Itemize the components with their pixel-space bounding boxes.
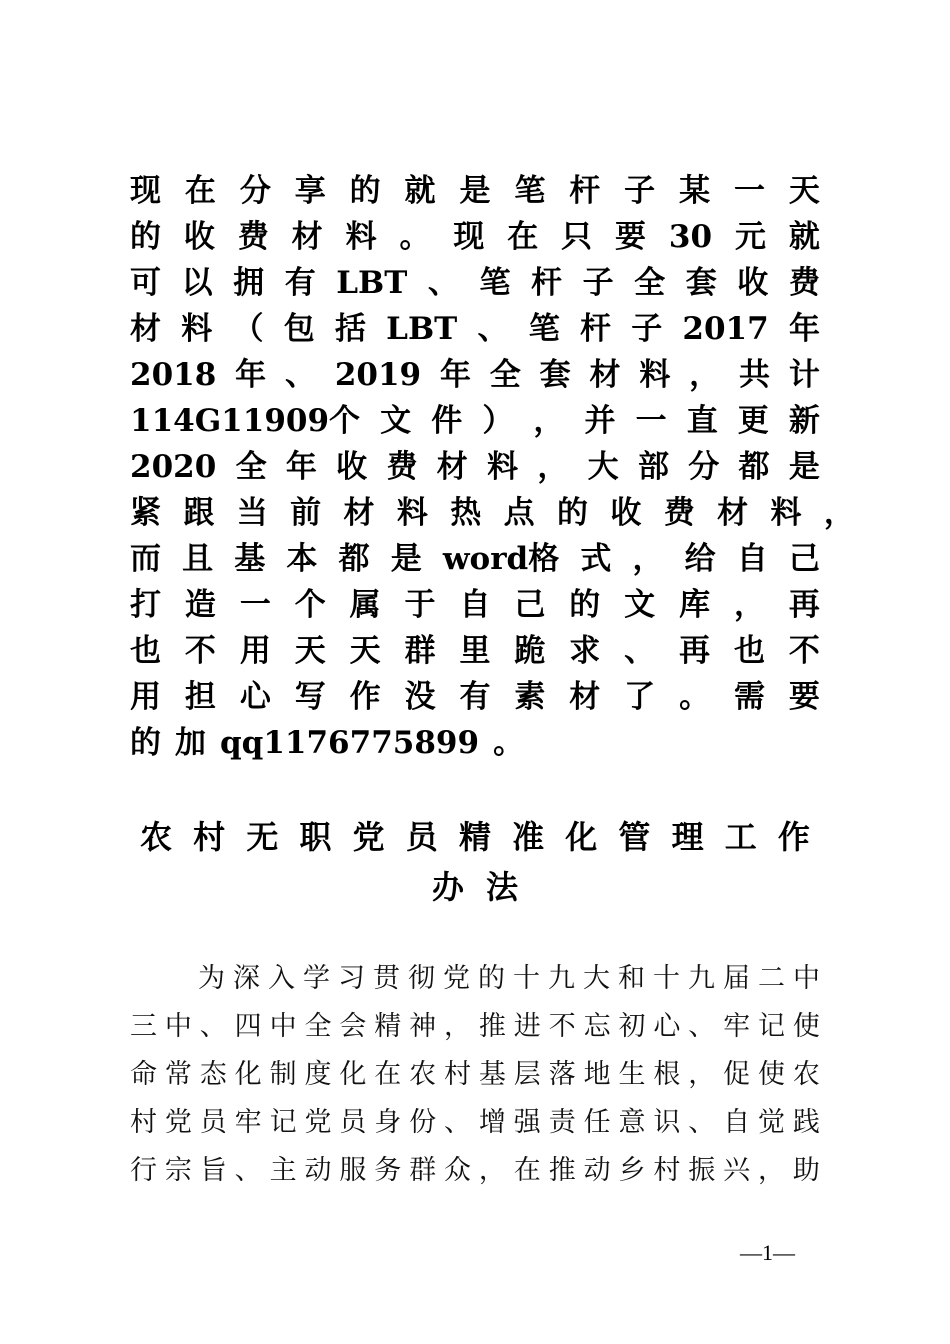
promo-char: 造 xyxy=(184,587,216,623)
body-char: 深 xyxy=(233,963,260,994)
promo-char: 更 xyxy=(737,403,769,439)
body-char: 十 xyxy=(513,963,540,994)
body-char: 主 xyxy=(269,1155,297,1186)
body-char: 践 xyxy=(792,1107,820,1138)
promo-char: ， xyxy=(632,541,664,577)
body-char: 在 xyxy=(513,1155,541,1186)
promo-char: 、 xyxy=(427,265,459,301)
promo-char: 30 xyxy=(668,219,713,255)
body-char: 助 xyxy=(792,1155,820,1186)
body-char: 九 xyxy=(548,963,575,994)
body-char: 振 xyxy=(688,1155,716,1186)
promo-char: 材 xyxy=(130,311,161,347)
body-char: 促 xyxy=(723,1059,751,1090)
promo-char: 天 xyxy=(349,633,381,669)
body-char: ， xyxy=(758,1155,786,1186)
body-char: 意 xyxy=(618,1107,646,1138)
body-char: 基 xyxy=(478,1059,506,1090)
promo-char: 可 xyxy=(130,265,161,301)
body-char: 识 xyxy=(653,1107,681,1138)
body-char: 常 xyxy=(164,1059,192,1090)
body-char: 众 xyxy=(444,1155,472,1186)
promo-char: 写 xyxy=(294,679,326,715)
promo-char: 的 xyxy=(349,173,381,209)
promo-line xyxy=(130,536,820,582)
promo-char: 里 xyxy=(459,633,491,669)
promo-char: 某 xyxy=(679,173,711,209)
body-char: ， xyxy=(444,1011,472,1042)
promo-line xyxy=(130,398,820,444)
promo-char: ， xyxy=(533,403,565,439)
promo-char: 心 xyxy=(239,679,271,715)
promo-char: 加 xyxy=(175,725,206,761)
promo-char: 全 xyxy=(489,357,521,393)
body-char: 、 xyxy=(234,1155,262,1186)
promo-char: 收 xyxy=(737,265,769,301)
promo-char: 一 xyxy=(239,587,271,623)
body-char: 推 xyxy=(548,1155,576,1186)
body-char: 三 xyxy=(130,1011,157,1042)
promo-char: 2019 xyxy=(334,357,422,393)
body-char: 增 xyxy=(478,1107,506,1138)
promo-char: ， xyxy=(537,449,569,485)
promo-char: 费 xyxy=(386,449,418,485)
body-char: 贯 xyxy=(373,963,400,994)
promo-char: 有 xyxy=(459,679,491,715)
promo-char: 用 xyxy=(130,679,161,715)
promo-char: 以 xyxy=(181,265,213,301)
body-char: 中 xyxy=(793,963,820,994)
promo-char: 是 xyxy=(788,449,820,485)
promo-char: 杆 xyxy=(531,265,563,301)
body-char: 化 xyxy=(339,1059,367,1090)
title-char: 管 xyxy=(618,818,651,856)
body-char: 入 xyxy=(268,963,295,994)
promo-char: 本 xyxy=(286,541,318,577)
promo-line xyxy=(130,306,820,352)
body-char: 党 xyxy=(443,963,470,994)
promo-char: 收 xyxy=(183,219,215,255)
promo-line xyxy=(130,260,820,306)
promo-char: word格 xyxy=(442,541,560,577)
body-char: 层 xyxy=(513,1059,541,1090)
promo-char: 文 xyxy=(624,587,656,623)
promo-char: 费 xyxy=(663,495,695,531)
promo-char: 。 xyxy=(679,679,711,715)
body-char: 在 xyxy=(374,1059,402,1090)
promo-char: 笔 xyxy=(514,173,546,209)
promo-char: 计 xyxy=(788,357,820,393)
promo-char: 共 xyxy=(739,357,770,393)
body-char: 不 xyxy=(548,1011,576,1042)
promo-char: 式 xyxy=(580,541,612,577)
promo-char: 2020 xyxy=(130,449,217,485)
body-char: 学 xyxy=(303,963,330,994)
promo-char: LBT xyxy=(386,311,458,347)
promo-char: 自 xyxy=(736,541,768,577)
promo-char: 就 xyxy=(404,173,436,209)
promo-char: 、 xyxy=(477,311,509,347)
body-line xyxy=(130,1051,820,1099)
promo-contact: qq1176775899 xyxy=(220,725,480,761)
body-char: 自 xyxy=(723,1107,751,1138)
title-char: 法 xyxy=(486,868,519,906)
promo-char: 的 xyxy=(130,725,161,761)
body-char: 命 xyxy=(130,1059,157,1090)
body-char: 村 xyxy=(130,1107,157,1138)
promo-char: 属 xyxy=(349,587,381,623)
promo-char: 并 xyxy=(584,403,616,439)
promo-char: 需 xyxy=(733,679,765,715)
body-char: 群 xyxy=(409,1155,437,1186)
promo-char: 库 xyxy=(679,587,711,623)
body-char: 农 xyxy=(409,1059,437,1090)
promo-char: 新 xyxy=(788,403,820,439)
body-char: 行 xyxy=(130,1155,157,1186)
promo-char: 料 xyxy=(487,449,519,485)
promo-char: 。 xyxy=(399,219,431,255)
promo-char: 全 xyxy=(634,265,666,301)
body-char: 会 xyxy=(339,1011,367,1042)
promo-char: 料 xyxy=(396,495,428,531)
body-char: 、 xyxy=(199,1011,227,1042)
body-char: 员 xyxy=(199,1107,227,1138)
promo-char: 在 xyxy=(184,173,216,209)
body-line xyxy=(130,1003,820,1051)
body-char: 全 xyxy=(304,1011,332,1042)
promo-char: 求 xyxy=(569,633,601,669)
promo-char: 套 xyxy=(685,265,717,301)
title-char: 党 xyxy=(352,818,385,856)
promo-char: 2017 xyxy=(682,311,769,347)
promo-char: 材 xyxy=(569,679,601,715)
title-char: 农 xyxy=(140,818,173,856)
promo-char: （ xyxy=(232,311,264,347)
promo-char: 子 xyxy=(624,173,656,209)
body-line xyxy=(130,1147,820,1195)
promo-char: 作 xyxy=(349,679,381,715)
promo-char: 都 xyxy=(738,449,770,485)
body-char: 的 xyxy=(478,963,505,994)
promo-char: ） xyxy=(482,403,514,439)
promo-char: 点 xyxy=(503,495,535,531)
title-line xyxy=(140,862,810,912)
promo-char: 要 xyxy=(788,679,820,715)
promo-line xyxy=(130,214,820,260)
promo-char: 括 xyxy=(334,311,366,347)
promo-char: 直 xyxy=(686,403,718,439)
promo-char: 的 xyxy=(569,587,601,623)
promo-char: 享 xyxy=(294,173,326,209)
promo-char: 材 xyxy=(589,357,621,393)
body-char: 十 xyxy=(653,963,680,994)
title-char: 作 xyxy=(777,818,810,856)
promo-char: 不 xyxy=(788,633,820,669)
promo-char: 是 xyxy=(390,541,422,577)
title-char: 无 xyxy=(246,818,279,856)
promo-char: 现 xyxy=(453,219,485,255)
promo-char: 要 xyxy=(615,219,647,255)
promo-char: 前 xyxy=(290,495,322,531)
promo-char: 跟 xyxy=(183,495,215,531)
body-char: 农 xyxy=(792,1059,820,1090)
body-char: 为 xyxy=(198,963,225,994)
body-char: ， xyxy=(688,1059,716,1090)
body-char: 忘 xyxy=(583,1011,611,1042)
promo-char: 没 xyxy=(404,679,436,715)
body-char: 落 xyxy=(548,1059,576,1090)
body-char: 党 xyxy=(304,1107,332,1138)
body-char: 使 xyxy=(758,1059,786,1090)
promo-char: 料 xyxy=(181,311,213,347)
body-char: 四 xyxy=(234,1011,262,1042)
body-char: 届 xyxy=(723,963,750,994)
promo-char: 料 xyxy=(345,219,377,255)
promo-char: 元 xyxy=(734,219,766,255)
promo-char: 再 xyxy=(679,633,711,669)
page-number: —1— xyxy=(740,1240,795,1265)
body-char: 乡 xyxy=(618,1155,646,1186)
body-char: 务 xyxy=(374,1155,402,1186)
promo-char: 114G11909个 xyxy=(130,403,361,439)
promo-char: 再 xyxy=(788,587,820,623)
body-char: 精 xyxy=(374,1011,402,1042)
promo-char: 分 xyxy=(239,173,271,209)
promo-char: 了 xyxy=(624,679,656,715)
body-char: 觉 xyxy=(758,1107,786,1138)
body-line xyxy=(130,1099,820,1147)
promo-char: 紧 xyxy=(130,495,161,531)
body-char: 、 xyxy=(444,1107,472,1138)
title-char: 理 xyxy=(671,818,704,856)
body-line xyxy=(130,955,820,1003)
promo-char: 大 xyxy=(587,449,619,485)
body-char: 牢 xyxy=(723,1011,751,1042)
promo-char: 拥 xyxy=(233,265,265,301)
promo-char: 且 xyxy=(182,541,214,577)
promo-char: 文 xyxy=(380,403,412,439)
body-char: ， xyxy=(478,1155,506,1186)
body-char: 二 xyxy=(758,963,785,994)
promo-char: 部 xyxy=(637,449,669,485)
promo-char: 笔 xyxy=(479,265,511,301)
promo-char: 也 xyxy=(733,633,765,669)
body-char: 记 xyxy=(758,1011,786,1042)
promo-char: 笔 xyxy=(528,311,560,347)
promo-char: 素 xyxy=(514,679,546,715)
body-char: 化 xyxy=(234,1059,262,1090)
body-char: 态 xyxy=(199,1059,227,1090)
promo-char: 的 xyxy=(557,495,588,531)
body-char: 地 xyxy=(583,1059,611,1090)
body-char: 使 xyxy=(792,1011,820,1042)
promo-char: 有 xyxy=(284,265,316,301)
promo-char: 包 xyxy=(283,311,315,347)
title-char: 化 xyxy=(565,818,598,856)
promo-char: 而 xyxy=(130,541,161,577)
promo-char: 热 xyxy=(450,495,482,531)
body-char: 进 xyxy=(513,1011,541,1042)
body-char: 员 xyxy=(339,1107,367,1138)
body-char: 兴 xyxy=(723,1155,751,1186)
promo-line xyxy=(130,582,820,628)
document-title xyxy=(140,812,810,912)
promo-char: 费 xyxy=(237,219,269,255)
promo-char: 也 xyxy=(130,633,161,669)
body-char: 村 xyxy=(653,1155,681,1186)
promo-char: 打 xyxy=(130,587,161,623)
promo-char: 子 xyxy=(631,311,663,347)
promo-char: 料 xyxy=(770,495,802,531)
promo-char: 当 xyxy=(236,495,268,531)
body-char: 宗 xyxy=(164,1155,192,1186)
promo-char: 。 xyxy=(493,725,525,761)
promo-char: 全 xyxy=(235,449,267,485)
promo-char: 年 xyxy=(788,311,820,347)
promo-char: 收 xyxy=(610,495,642,531)
body-char: 牢 xyxy=(234,1107,262,1138)
title-char: 村 xyxy=(193,818,226,856)
body-char: 根 xyxy=(653,1059,681,1090)
promo-char: 杆 xyxy=(569,173,601,209)
promo-char: 年 xyxy=(235,357,267,393)
promo-char: ， xyxy=(689,357,721,393)
promo-char: 只 xyxy=(561,219,593,255)
body-char: 动 xyxy=(583,1155,611,1186)
body-char: 彻 xyxy=(408,963,435,994)
body-char: 习 xyxy=(338,963,365,994)
body-char: 、 xyxy=(688,1011,716,1042)
body-char: 度 xyxy=(304,1059,332,1090)
body-char: 旨 xyxy=(199,1155,227,1186)
body-char: 初 xyxy=(618,1011,646,1042)
title-line xyxy=(140,812,810,862)
promo-char: 的 xyxy=(130,219,161,255)
promo-char: 于 xyxy=(404,587,436,623)
title-char: 精 xyxy=(458,818,491,856)
title-char: 准 xyxy=(512,818,545,856)
body-char: 服 xyxy=(339,1155,367,1186)
body-char: 强 xyxy=(513,1107,541,1138)
body-char: 中 xyxy=(269,1011,297,1042)
promo-char: 担 xyxy=(184,679,216,715)
promo-char: 给 xyxy=(684,541,716,577)
promo-line xyxy=(130,168,820,214)
promo-char: 套 xyxy=(539,357,571,393)
body-char: 、 xyxy=(688,1107,716,1138)
title-char: 员 xyxy=(405,818,438,856)
promo-char: 基 xyxy=(234,541,266,577)
body-char: 身 xyxy=(374,1107,402,1138)
promo-char: 跪 xyxy=(514,633,546,669)
title-char: 职 xyxy=(299,818,332,856)
body-char: 心 xyxy=(653,1011,681,1042)
promo-char: 年 xyxy=(439,357,471,393)
body-char: 九 xyxy=(688,963,715,994)
promo-char: 杆 xyxy=(579,311,611,347)
promo-char: 材 xyxy=(343,495,375,531)
promo-char: ， xyxy=(733,587,765,623)
promo-char: ， xyxy=(823,495,855,531)
promo-char: 个 xyxy=(294,587,326,623)
body-char: 份 xyxy=(409,1107,437,1138)
promo-line xyxy=(130,628,820,674)
promo-char: 自 xyxy=(459,587,491,623)
promo-char: 己 xyxy=(514,587,546,623)
promo-char: 、 xyxy=(624,633,656,669)
promo-line xyxy=(130,352,820,398)
promo-char: LBT xyxy=(336,265,408,301)
body-char: 制 xyxy=(269,1059,297,1090)
title-char: 办 xyxy=(431,868,464,906)
promo-char: 年 xyxy=(285,449,317,485)
promo-char: 现 xyxy=(130,173,161,209)
promo-char: 、 xyxy=(284,357,316,393)
promo-char: 2018 xyxy=(130,357,217,393)
promo-line xyxy=(130,674,820,720)
body-char: 推 xyxy=(478,1011,506,1042)
promo-char: 是 xyxy=(459,173,491,209)
promo-char: 在 xyxy=(507,219,539,255)
promo-char: 费 xyxy=(788,265,820,301)
promo-char: 收 xyxy=(336,449,368,485)
body-char: 党 xyxy=(164,1107,192,1138)
body-char: 责 xyxy=(548,1107,576,1138)
promo-char: 件 xyxy=(431,403,463,439)
body-char: 和 xyxy=(618,963,645,994)
body-char: 任 xyxy=(583,1107,611,1138)
promo-char: 一 xyxy=(733,173,765,209)
promo-char: 天 xyxy=(294,633,326,669)
promo-paragraph xyxy=(130,168,855,766)
body-char: 大 xyxy=(583,963,610,994)
promo-char: 都 xyxy=(338,541,370,577)
promo-char: 用 xyxy=(239,633,271,669)
promo-char: 料 xyxy=(639,357,671,393)
promo-line xyxy=(130,720,820,766)
body-char: 村 xyxy=(444,1059,472,1090)
promo-line xyxy=(130,444,820,490)
promo-char: 一 xyxy=(635,403,667,439)
body-char: 记 xyxy=(269,1107,297,1138)
body-paragraph xyxy=(130,955,820,1195)
promo-char: 不 xyxy=(184,633,216,669)
body-char: 中 xyxy=(164,1011,192,1042)
promo-char: 天 xyxy=(788,173,820,209)
title-char: 工 xyxy=(724,818,757,856)
body-char: 动 xyxy=(304,1155,332,1186)
promo-char: 材 xyxy=(436,449,468,485)
promo-char: 就 xyxy=(788,219,820,255)
promo-char: 己 xyxy=(788,541,820,577)
promo-line xyxy=(130,490,855,536)
promo-char: 子 xyxy=(582,265,614,301)
promo-char: 群 xyxy=(404,633,436,669)
promo-char: 材 xyxy=(291,219,323,255)
promo-char: 分 xyxy=(688,449,720,485)
body-char: 神 xyxy=(409,1011,437,1042)
promo-char: 材 xyxy=(717,495,749,531)
body-char: 生 xyxy=(618,1059,646,1090)
